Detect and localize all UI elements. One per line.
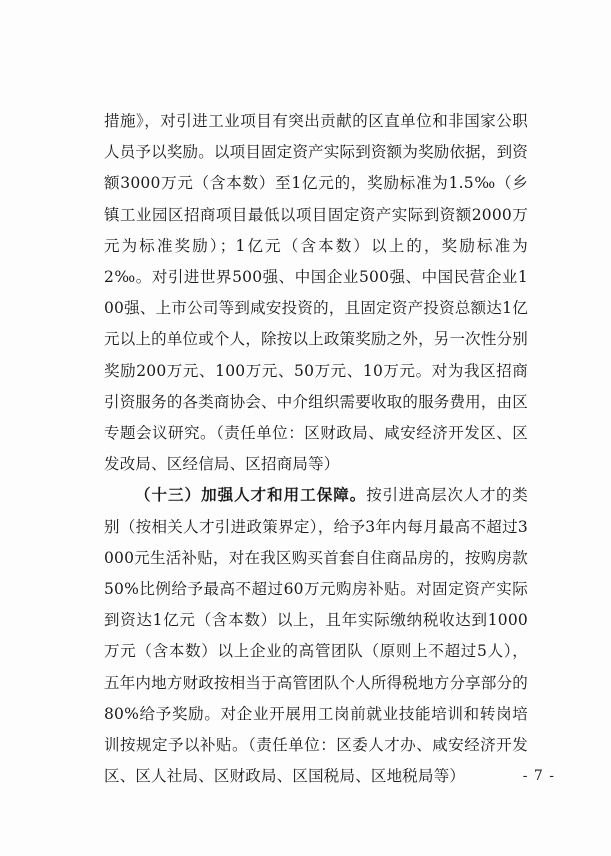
- paragraph-talent-body: 按引进高层次人才的类别（按相关人才引进政策界定），给予3年内每月最高不超过3000元生活补贴，对在我区购买首套自住商品房的，按购房款50%比例给予最高不超过60万元购房补贴。对固定资产实际到资达1亿元（含本数）以上，且年实际缴纳税收达到1000万元（含本数）以上企业的高管团队（原则上不超过5人），五年内地方财政按相当于高管团队个人所得税地方分享部分的80%给予奖励。对企业开展用工岗前就业技能培训和转岗培训按规定予以补贴。（责任单位：区委人才办、咸安经济开发区、区人社局、区财政局、区国税局、区地税局等）: [104, 486, 528, 786]
- paragraph-incentive-measures: 措施》，对引进工业项目有突出贡献的区直单位和非国家公职人员予以奖励。以项目固定资产实际到资额为奖励依据，到资额3000万元（含本数）至1亿元的，奖励标准为1.5‰（乡镇工业园区招商项目最低以项目固定资产实际到资额2000万元为标准奖励）；1亿元（含本数）以上的，奖励标准为2‰。对引进世界500强、中国企业500强、中国民营企业100强、上市公司等到咸安投资的，且固定资产投资总额达1亿元以上的单位或个人，除按以上政策奖励之外，另一次性分别奖励200万元、100万元、50万元、10万元。对为我区招商引资服务的各类商协会、中介组织需要收取的服务费用，由区专题会议研究。（责任单位：区财政局、咸安经济开发区、区发改局、区经信局、区招商局等）: [104, 112, 528, 474]
- page-number: - 7 -: [522, 768, 555, 784]
- paragraph-talent-guarantee: [104, 480, 528, 792]
- body-text: [104, 106, 528, 792]
- section-heading-13: （十三）加强人才和用工保障。: [135, 486, 367, 505]
